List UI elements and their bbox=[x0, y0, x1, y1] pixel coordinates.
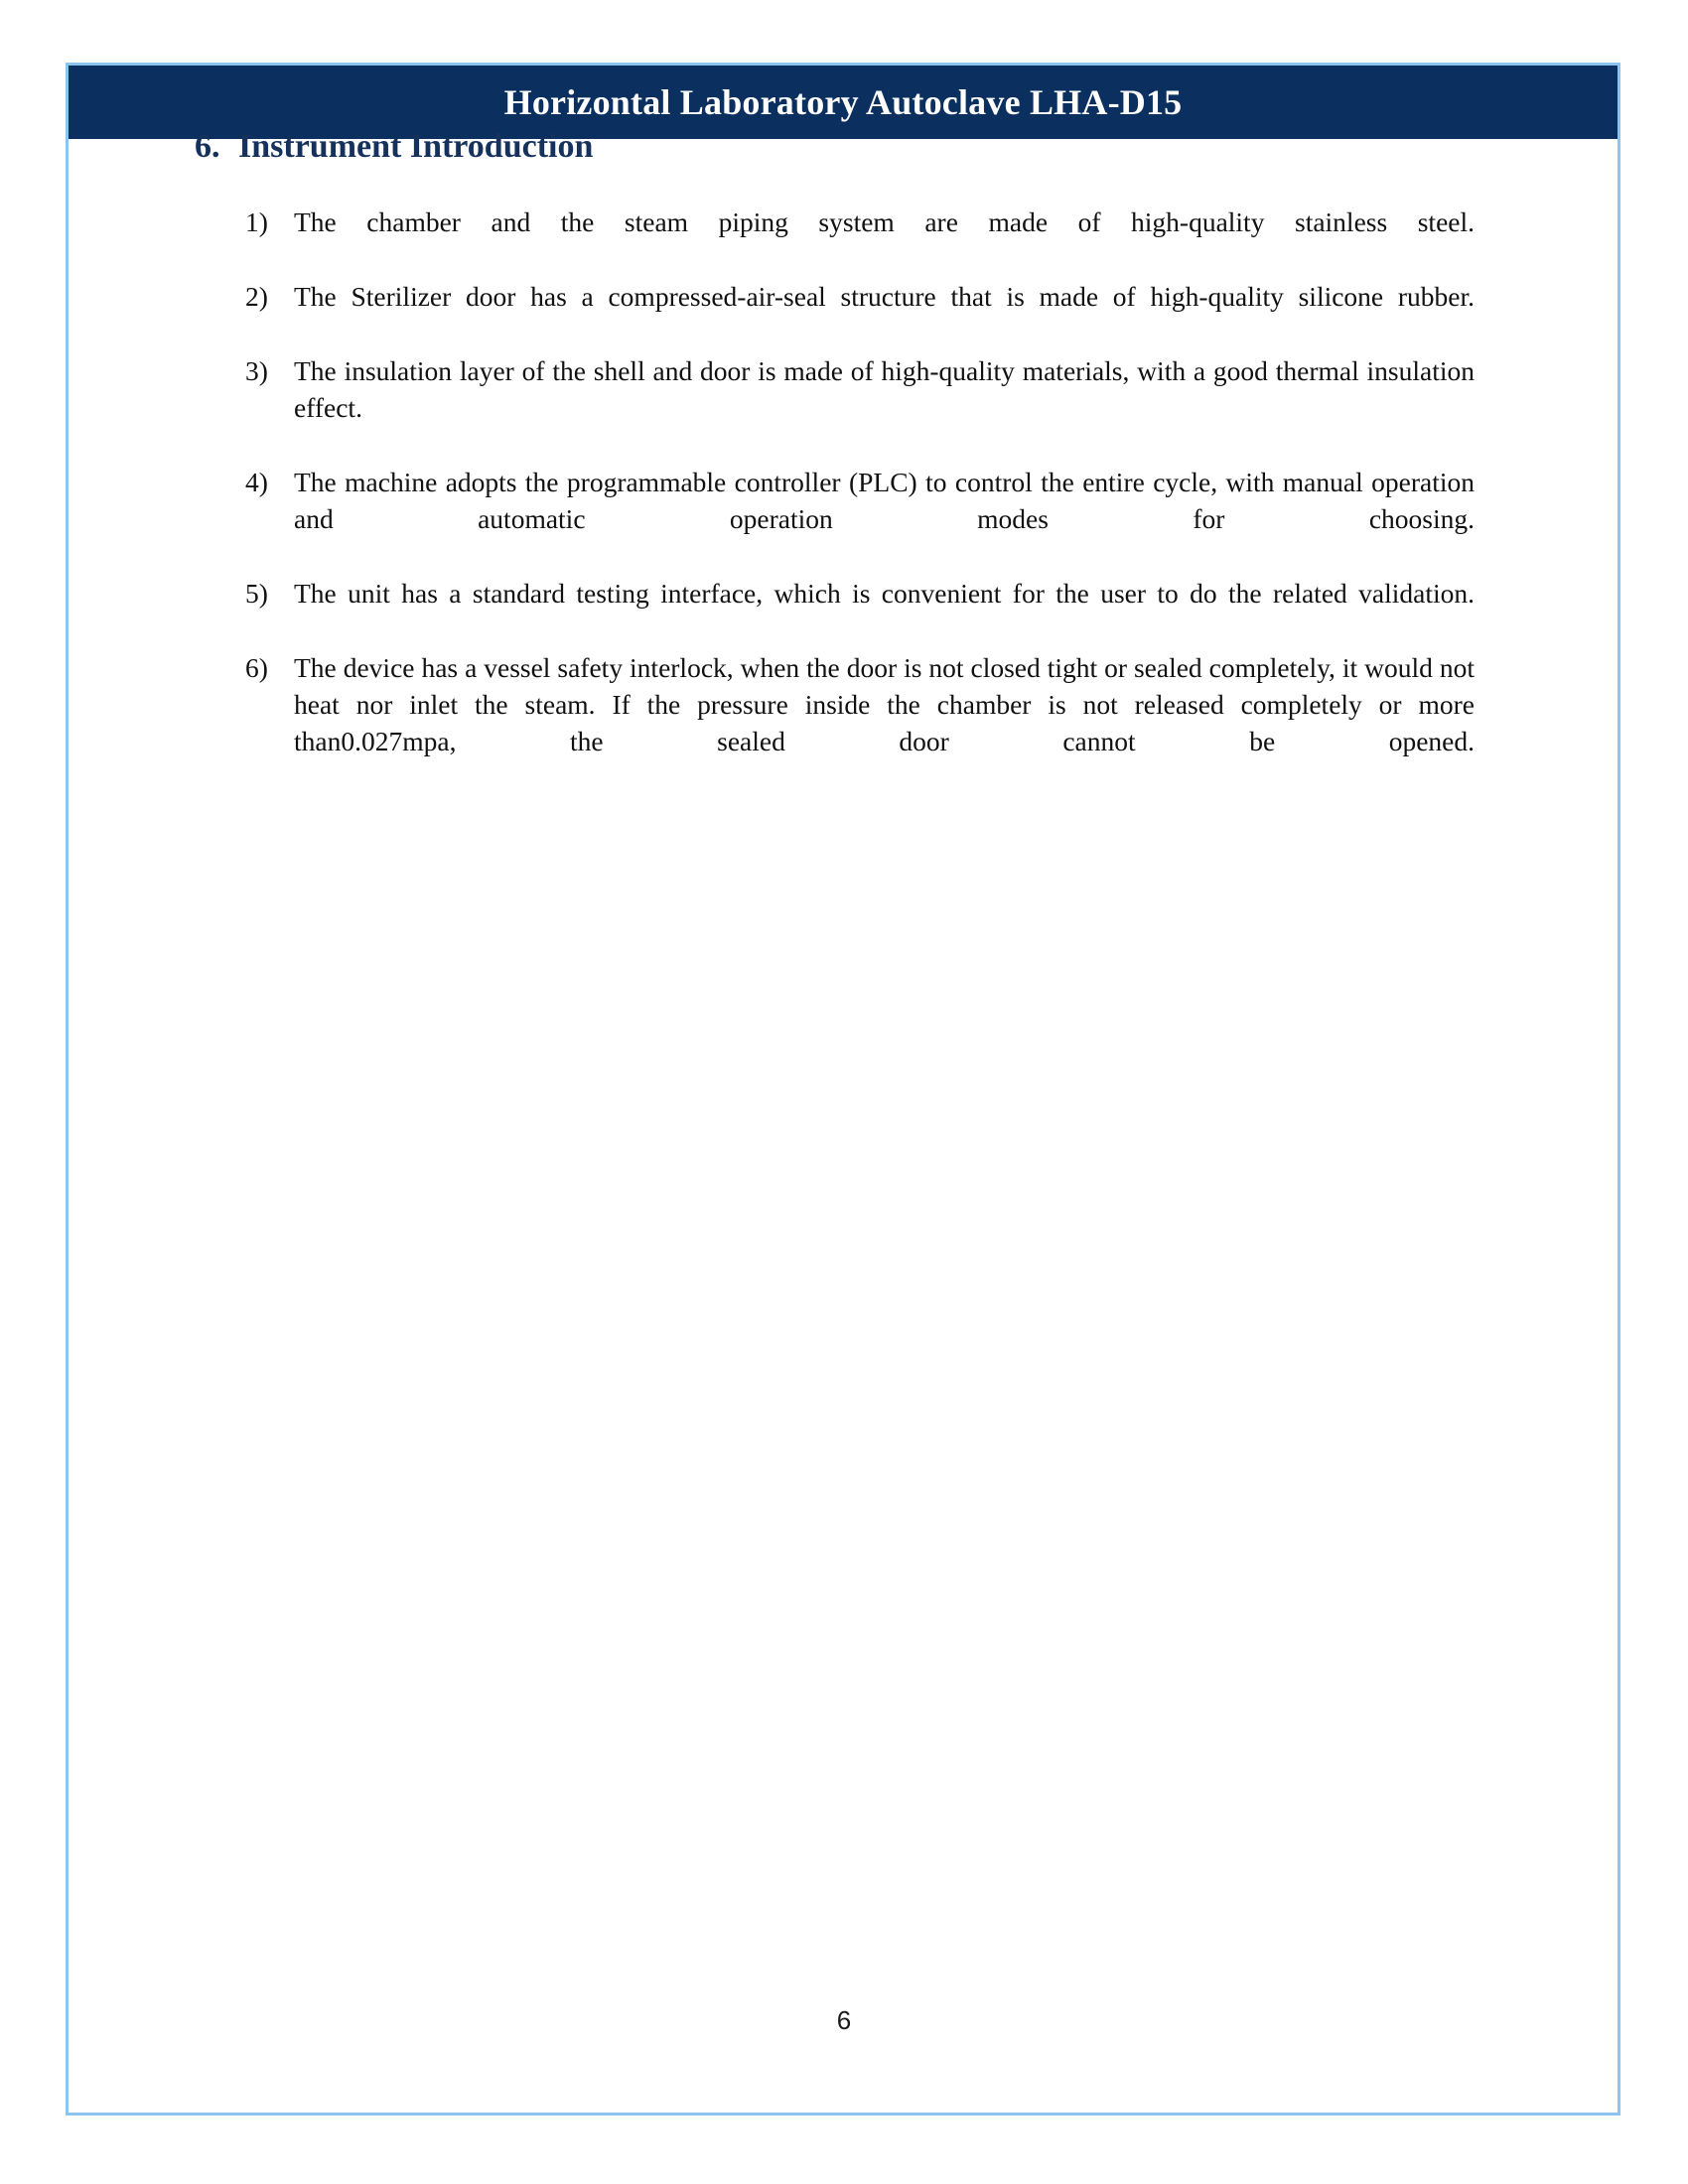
list-item bbox=[245, 204, 1475, 277]
list-item-marker: 2) bbox=[245, 281, 268, 312]
section-heading bbox=[195, 127, 593, 166]
list-item-text: The Sterilizer door has a compressed-air-seal structure that is made of high-quality silicone rubber. bbox=[294, 281, 1475, 312]
section-heading-title: Instrument Introduction bbox=[238, 128, 594, 165]
list-item-text: The insulation layer of the shell and door is made of high-quality materials, with a good thermal insulation effect. bbox=[294, 355, 1475, 423]
list-item-marker: 4) bbox=[245, 467, 268, 497]
list-item-text: The device has a vessel safety interlock, when the door is not closed tight or sealed completely, it would not heat nor inlet the steam. If the pressure inside the chamber is not released completely or more than0.027mpa, the sealed door cannot be opened. bbox=[294, 652, 1475, 756]
list-item bbox=[245, 575, 1475, 648]
list-item-text: The machine adopts the programmable controller (PLC) to control the entire cycle, with manual operation and automatic operation modes for choosing. bbox=[294, 467, 1475, 534]
list-item-marker: 1) bbox=[245, 206, 268, 237]
list-item-marker: 6) bbox=[245, 652, 268, 683]
list-item bbox=[245, 649, 1475, 796]
list-item-marker: 3) bbox=[245, 355, 268, 386]
list-item-text: The chamber and the steam piping system are made of high-quality stainless steel. bbox=[294, 206, 1475, 237]
list-item-marker: 5) bbox=[245, 578, 268, 609]
page-number: 6 bbox=[836, 2005, 852, 2035]
document-header-title: Horizontal Laboratory Autoclave LHA-D15 bbox=[503, 82, 1183, 122]
instrument-introduction-list bbox=[245, 204, 1475, 797]
list-item bbox=[245, 352, 1475, 463]
section-heading-number: 6. bbox=[195, 128, 220, 165]
list-item-text: The unit has a standard testing interface, which is convenient for the user to do the related validation. bbox=[294, 578, 1475, 609]
list-item bbox=[245, 278, 1475, 351]
list-item bbox=[245, 464, 1475, 574]
